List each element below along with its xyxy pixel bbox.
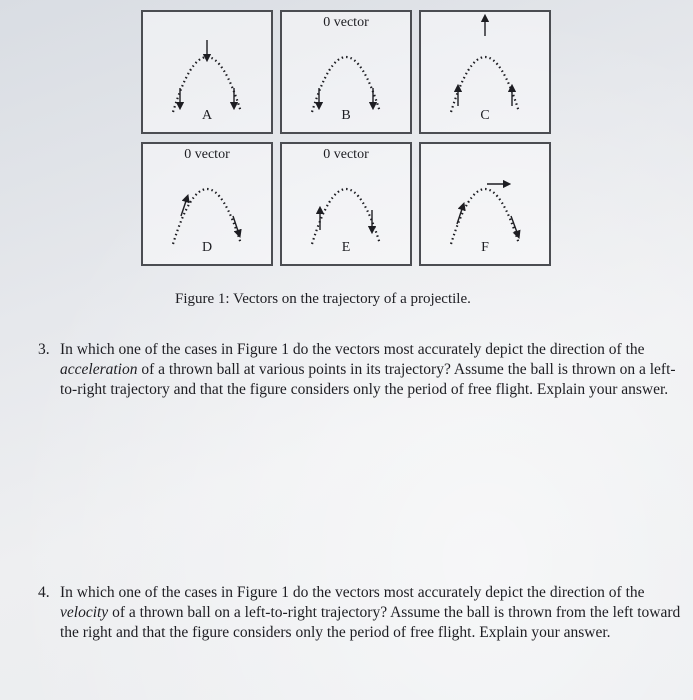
cell-letter: E: [341, 240, 351, 255]
figure-cell-c: [419, 10, 551, 134]
figure-cell-f: [419, 142, 551, 266]
question-text-part: In which one of the cases in Figure 1 do the vectors most accurately depict the direction of the: [60, 584, 645, 601]
figure-cell-d: [141, 142, 273, 266]
zero-vector-label: 0 vector: [323, 147, 369, 162]
figure-caption: Figure 1: Vectors on the trajectory of a projectile.: [175, 291, 471, 307]
question-emphasis: velocity: [60, 604, 109, 621]
question-text-part: In which one of the cases in Figure 1 do the vectors most accurately depict the direction of the: [60, 341, 645, 358]
cell-letter: C: [480, 108, 490, 123]
zero-vector-label: 0 vector: [323, 15, 369, 30]
cell-letter: B: [341, 108, 351, 123]
question-number: 3.: [38, 341, 50, 358]
question-number: 4.: [38, 584, 50, 601]
figure-cell-e: [280, 142, 412, 266]
question-text: [60, 340, 690, 400]
zero-vector-label: 0 vector: [184, 147, 230, 162]
figure-cell-a: [141, 10, 273, 134]
figure-cell-b: [280, 10, 412, 134]
figure-1: [141, 10, 551, 274]
cell-letter: F: [481, 240, 489, 255]
question-text: [60, 583, 690, 643]
question-text-part: of a thrown ball at various points in its trajectory? Assume the ball is thrown on a left-to-right trajectory and that the figure considers only the period of free flight. Explain your answer.: [60, 361, 676, 398]
question-emphasis: acceleration: [60, 361, 138, 378]
cell-letter: D: [201, 240, 213, 255]
question-text-part: of a thrown ball on a left-to-right trajectory? Assume the ball is thrown from the left toward the right and that the figure considers only the period of free flight. Explain your answer.: [60, 604, 681, 641]
cell-letter: A: [201, 108, 213, 123]
